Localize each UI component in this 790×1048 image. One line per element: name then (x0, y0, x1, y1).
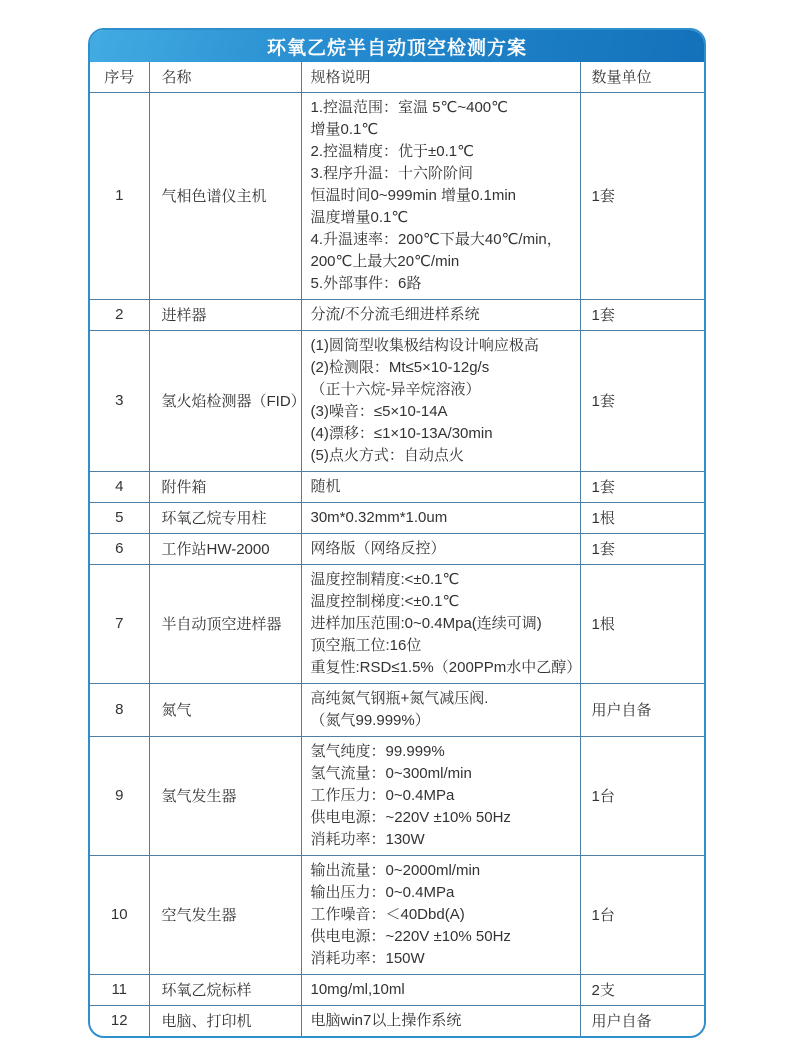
table-row (90, 855, 704, 974)
spec-line: 增量0.1℃ (310, 120, 379, 138)
spec-line: 进样加压范围:0~0.4Mpa(连续可调) (310, 614, 542, 632)
item-quantity: 1套 (580, 299, 704, 330)
item-name: 氢气发生器 (149, 736, 301, 855)
row-number: 6 (90, 533, 149, 564)
spec-line: 工作噪音：＜40Dbd(A) (310, 905, 465, 923)
item-name: 环氧乙烷专用柱 (149, 502, 301, 533)
spec-line: 供电电源：~220V ±10% 50Hz (310, 927, 511, 945)
row-number: 9 (90, 736, 149, 855)
spec-line: 分流/不分流毛细进样系统 (310, 305, 480, 323)
scheme-card (88, 28, 706, 1038)
table-header-row (90, 62, 704, 92)
spec-line: 顶空瓶工位:16位 (310, 636, 422, 654)
item-name: 半自动顶空进样器 (149, 564, 301, 683)
item-quantity: 1套 (580, 330, 704, 471)
spec-line: （氮气99.999%） (310, 711, 430, 729)
spec-table (90, 62, 704, 1036)
table-body (90, 92, 704, 1036)
item-spec (301, 1005, 580, 1036)
item-quantity: 1套 (580, 471, 704, 502)
item-spec (301, 299, 580, 330)
item-name: 电脑、打印机 (149, 1005, 301, 1036)
spec-line: 温度控制精度:<±0.1℃ (310, 570, 460, 588)
spec-line: 30m*0.32mm*1.0um (310, 508, 448, 526)
item-quantity: 1套 (580, 92, 704, 299)
table-row (90, 330, 704, 471)
item-quantity: 1套 (580, 533, 704, 564)
spec-line: 2.控温精度：优于±0.1℃ (310, 142, 474, 160)
col-header-name: 名称 (149, 62, 301, 92)
table-row (90, 502, 704, 533)
spec-line: 4.升温速率：200℃下最大40℃/min， (310, 230, 562, 248)
item-spec (301, 736, 580, 855)
item-quantity: 用户自备 (580, 1005, 704, 1036)
table-row (90, 533, 704, 564)
item-spec (301, 330, 580, 471)
spec-line: 高纯氮气钢瓶+氮气减压阀. (310, 689, 489, 707)
spec-line: (1)圆筒型收集极结构设计响应极高 (310, 336, 539, 354)
item-spec (301, 683, 580, 736)
row-number: 2 (90, 299, 149, 330)
spec-line: （正十六烷-异辛烷溶液） (310, 380, 481, 398)
table-row (90, 299, 704, 330)
table-row (90, 92, 704, 299)
table-row (90, 683, 704, 736)
row-number: 8 (90, 683, 149, 736)
item-spec (301, 974, 580, 1005)
row-number: 12 (90, 1005, 149, 1036)
item-quantity: 1台 (580, 736, 704, 855)
spec-line: 消耗功率：150W (310, 949, 425, 967)
spec-line: (3)噪音：≤5×10-14A (310, 402, 448, 420)
item-name: 工作站HW-2000 (149, 533, 301, 564)
spec-line: 温度控制梯度:<±0.1℃ (310, 592, 460, 610)
item-spec (301, 92, 580, 299)
spec-line: 网络版（网络反控） (310, 539, 446, 557)
row-number: 3 (90, 330, 149, 471)
table-row (90, 736, 704, 855)
spec-line: 温度增量0.1℃ (310, 208, 409, 226)
item-spec (301, 471, 580, 502)
spec-line: 5.外部事件：6路 (310, 274, 422, 292)
row-number: 5 (90, 502, 149, 533)
spec-line: 10mg/ml,10ml (310, 980, 405, 998)
item-name: 空气发生器 (149, 855, 301, 974)
spec-line: 输出压力：0~0.4MPa (310, 883, 455, 901)
title-bar (90, 30, 704, 62)
spec-line: 供电电源：~220V ±10% 50Hz (310, 808, 511, 826)
item-name: 氢火焰检测器（FID） (149, 330, 301, 471)
row-number: 11 (90, 974, 149, 1005)
table-row (90, 1005, 704, 1036)
row-number: 1 (90, 92, 149, 299)
col-header-spec: 规格说明 (301, 62, 580, 92)
item-name: 环氧乙烷标样 (149, 974, 301, 1005)
spec-line: 氢气流量：0~300ml/min (310, 764, 472, 782)
item-quantity: 用户自备 (580, 683, 704, 736)
spec-line: 工作压力：0~0.4MPa (310, 786, 455, 804)
table-row (90, 471, 704, 502)
row-number: 10 (90, 855, 149, 974)
spec-line: (2)检测限：Mt≤5×10-12g/s (310, 358, 490, 376)
item-spec (301, 502, 580, 533)
spec-line: (4)漂移：≤1×10-13A/30min (310, 424, 493, 442)
col-header-no: 序号 (90, 62, 149, 92)
spec-line: 输出流量：0~2000ml/min (310, 861, 481, 879)
row-number: 7 (90, 564, 149, 683)
item-spec (301, 855, 580, 974)
item-spec (301, 564, 580, 683)
item-name: 氮气 (149, 683, 301, 736)
spec-line: 随机 (310, 477, 341, 495)
item-name: 气相色谱仪主机 (149, 92, 301, 299)
spec-line: 氢气纯度：99.999% (310, 742, 445, 760)
page-title: 环氧乙烷半自动顶空检测方案 (266, 37, 527, 59)
spec-line: 消耗功率：130W (310, 830, 425, 848)
spec-line: 3.程序升温：十六阶阶间 (310, 164, 474, 182)
item-spec (301, 533, 580, 564)
item-name: 进样器 (149, 299, 301, 330)
table-row (90, 564, 704, 683)
spec-line: 电脑win7以上操作系统 (310, 1011, 462, 1029)
item-quantity: 1根 (580, 564, 704, 683)
item-quantity: 1台 (580, 855, 704, 974)
item-quantity: 2支 (580, 974, 704, 1005)
table-row (90, 974, 704, 1005)
item-quantity: 1根 (580, 502, 704, 533)
row-number: 4 (90, 471, 149, 502)
spec-line: (5)点火方式：自动点火 (310, 446, 464, 464)
spec-line: 恒温时间0~999min 增量0.1min (310, 186, 516, 204)
spec-line: 重复性:RSD≤1.5%（200PPm水中乙醇） (310, 658, 582, 676)
spec-line: 1.控温范围：室温 5℃~400℃ (310, 98, 508, 116)
col-header-qty: 数量单位 (580, 62, 704, 92)
item-name: 附件箱 (149, 471, 301, 502)
spec-line: 200℃上最大20℃/min (310, 252, 460, 270)
